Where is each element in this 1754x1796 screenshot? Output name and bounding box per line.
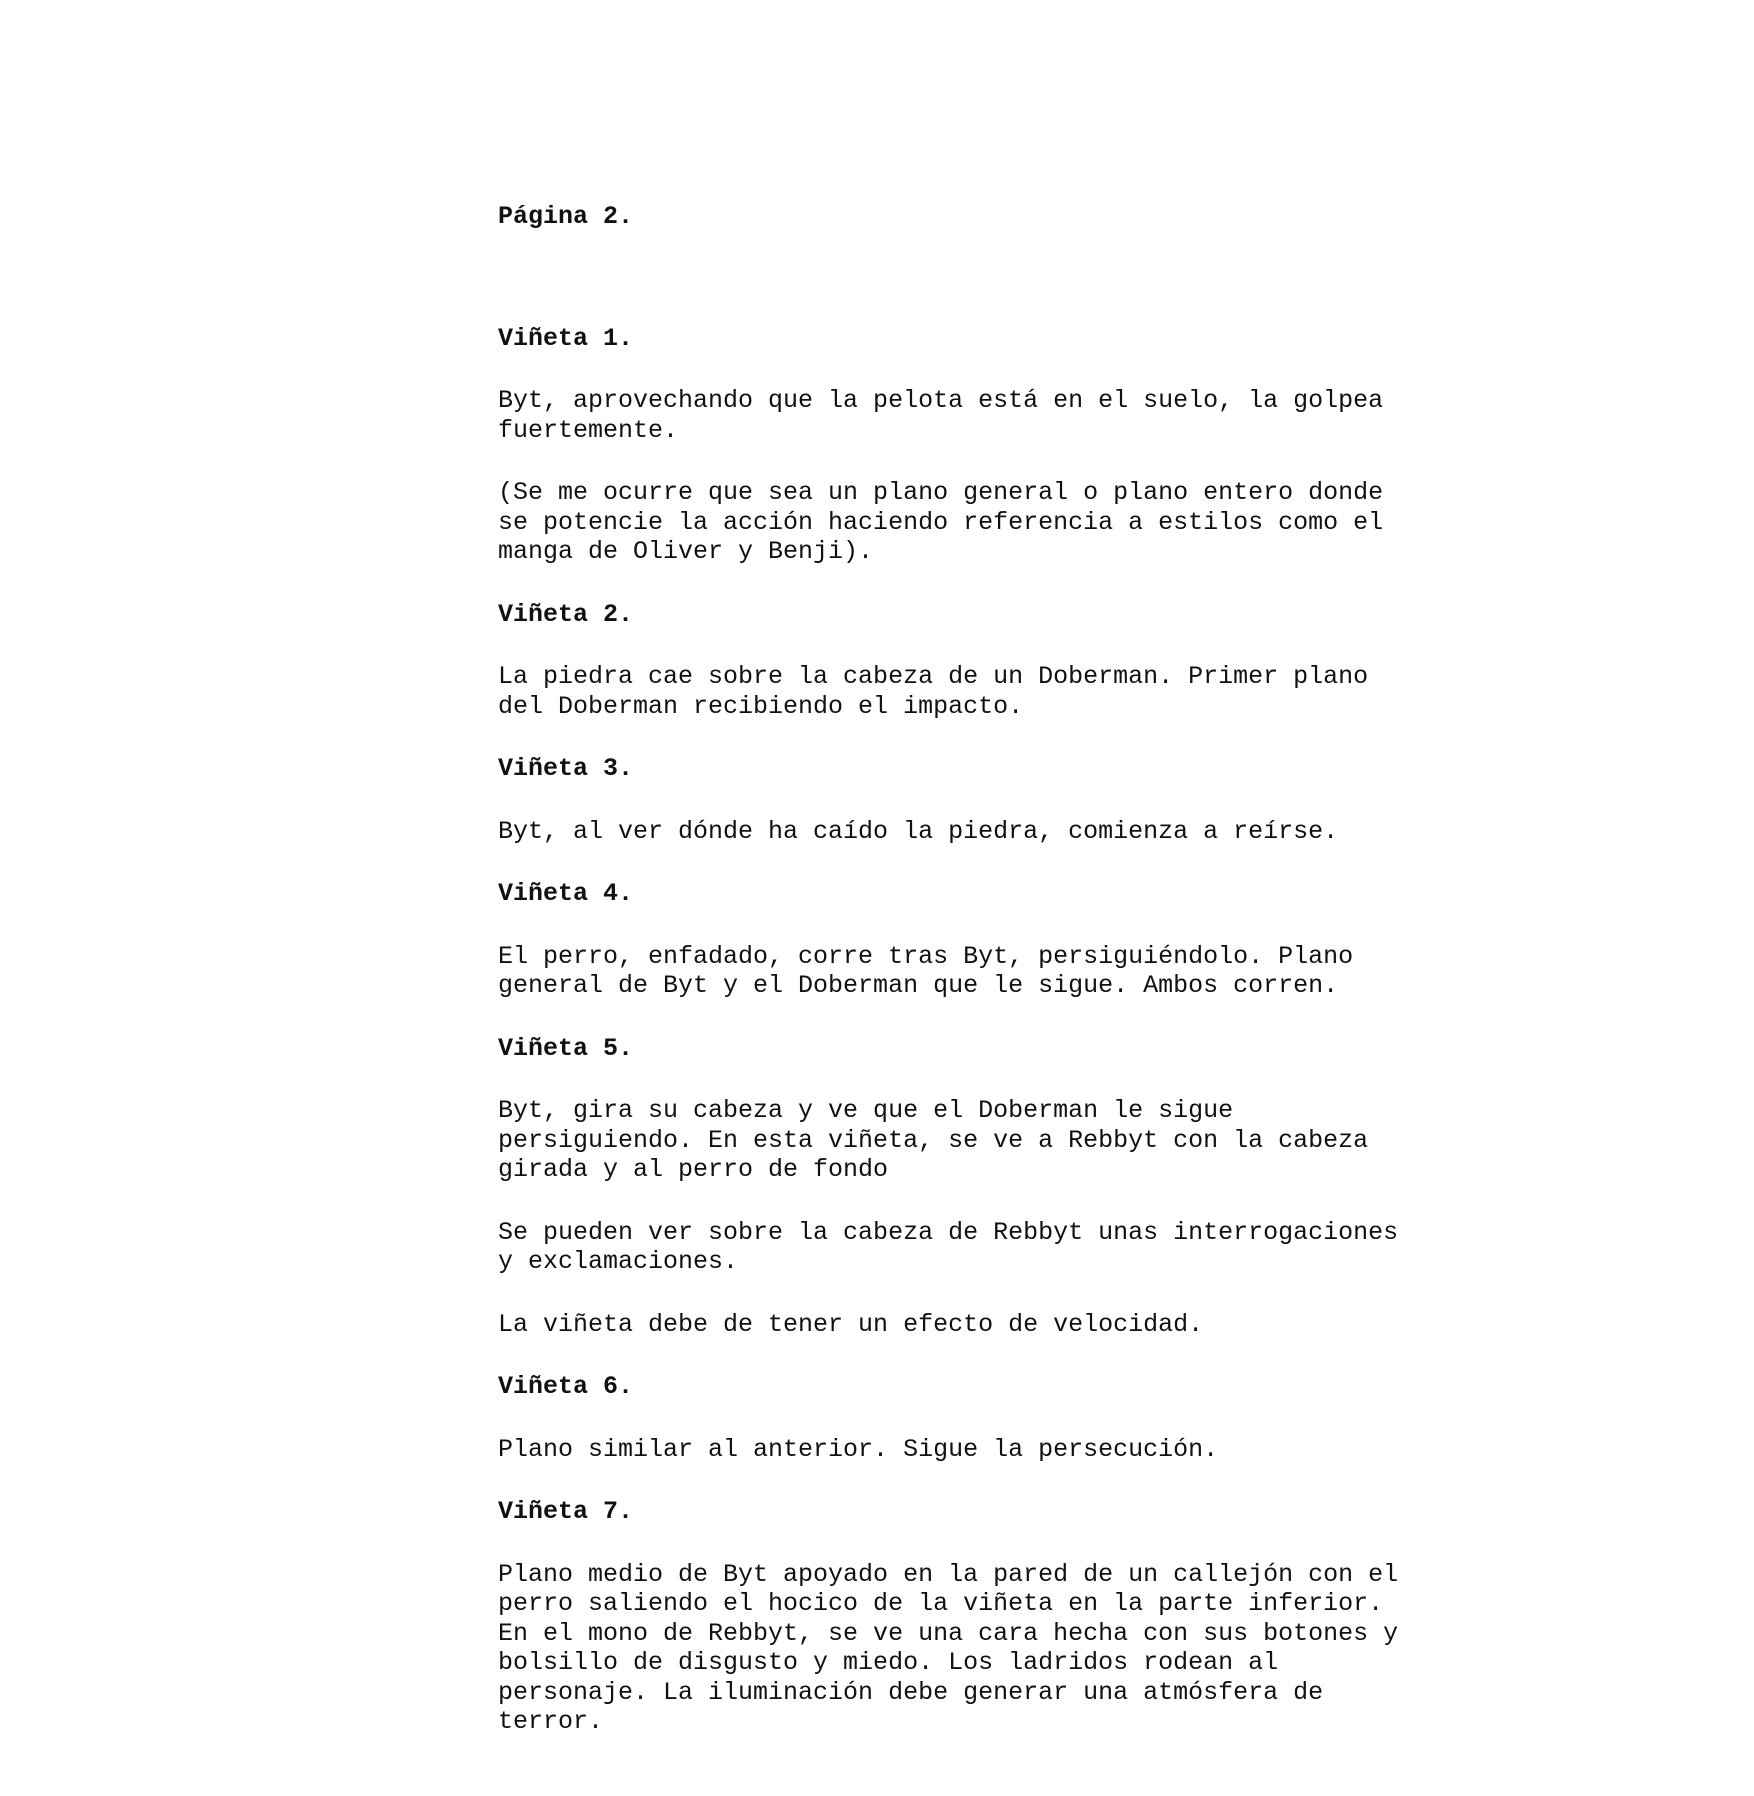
paragraph (498, 662, 1498, 721)
paragraph-line: (Se me ocurre que sea un plano general o plano entero donde (498, 478, 1384, 507)
panel-heading: Viñeta 7. (498, 1497, 634, 1526)
paragraph (498, 1560, 1498, 1737)
page-title: Página 2. (498, 202, 634, 231)
script-blocks (498, 324, 1498, 1737)
panel-heading: Viñeta 5. (498, 1033, 634, 1063)
paragraph-line: La viñeta debe de tener un efecto de velocidad. (498, 1309, 1204, 1339)
paragraph-line: girada y al perro de fondo (498, 1155, 889, 1184)
paragraph-line: Se pueden ver sobre la cabeza de Rebbyt unas interrogaciones (498, 1217, 1399, 1247)
outdented-paragraph (456, 1218, 1498, 1277)
paragraph (498, 1096, 1498, 1185)
paragraph-line: La piedra cae sobre la cabeza de un Doberman. Primer plano (498, 662, 1369, 691)
paragraph (498, 1435, 1498, 1465)
panel-heading: Viñeta 1. (498, 323, 634, 353)
paragraph-line: personaje. La iluminación debe generar una atmósfera de (498, 1677, 1324, 1707)
paragraph-line: manga de Oliver y Benji). (498, 537, 874, 566)
panel-heading: Viñeta 2. (498, 599, 634, 629)
paragraph-line: fuertemente. (498, 415, 679, 445)
panel-heading: Viñeta 6. (498, 1372, 634, 1401)
paragraph (498, 1310, 1498, 1340)
paragraph-line: Byt, al ver dónde ha caído la piedra, comienza a reírse. (498, 816, 1339, 846)
paragraph-line: bolsillo de disgusto y miedo. Los ladridos rodean al (498, 1648, 1279, 1677)
paragraph-line: general de Byt y el Doberman que le sigue. Ambos corren. (498, 971, 1339, 1000)
paragraph-line: del Doberman recibiendo el impacto. (498, 691, 1024, 721)
paragraph-line: Plano medio de Byt apoyado en la pared de un callejón con el (498, 1559, 1399, 1589)
paragraph-line: Byt, aprovechando que la pelota está en el suelo, la golpea (498, 386, 1384, 415)
paragraph-line: persiguiendo. En esta viñeta, se ve a Rebbyt con la cabeza (498, 1125, 1369, 1155)
paragraph (498, 942, 1498, 1001)
script-content (498, 143, 1498, 1796)
paragraph-line: Byt, gira su cabeza y ve que el Doberman le sigue (498, 1096, 1234, 1125)
paragraph-line: perro saliendo el hocico de la viñeta en la parte inferior. (498, 1589, 1384, 1618)
paragraph-line: Plano similar al anterior. Sigue la persecución. (498, 1434, 1219, 1464)
paragraph-line: y exclamaciones. (498, 1247, 739, 1276)
paragraph (498, 478, 1498, 567)
paragraph-line: El perro, enfadado, corre tras Byt, persiguiéndolo. Plano (498, 941, 1354, 971)
paragraph (498, 386, 1498, 445)
paragraph-line: terror. (498, 1707, 604, 1736)
panel-heading: Viñeta 3. (498, 754, 634, 783)
paragraph-line: se potencie la acción haciendo referencia a estilos como el (498, 507, 1384, 537)
panel-heading: Viñeta 4. (498, 879, 634, 908)
paragraph (498, 817, 1498, 847)
paragraph-line: En el mono de Rebbyt, se ve una cara hecha con sus botones y (498, 1618, 1399, 1648)
